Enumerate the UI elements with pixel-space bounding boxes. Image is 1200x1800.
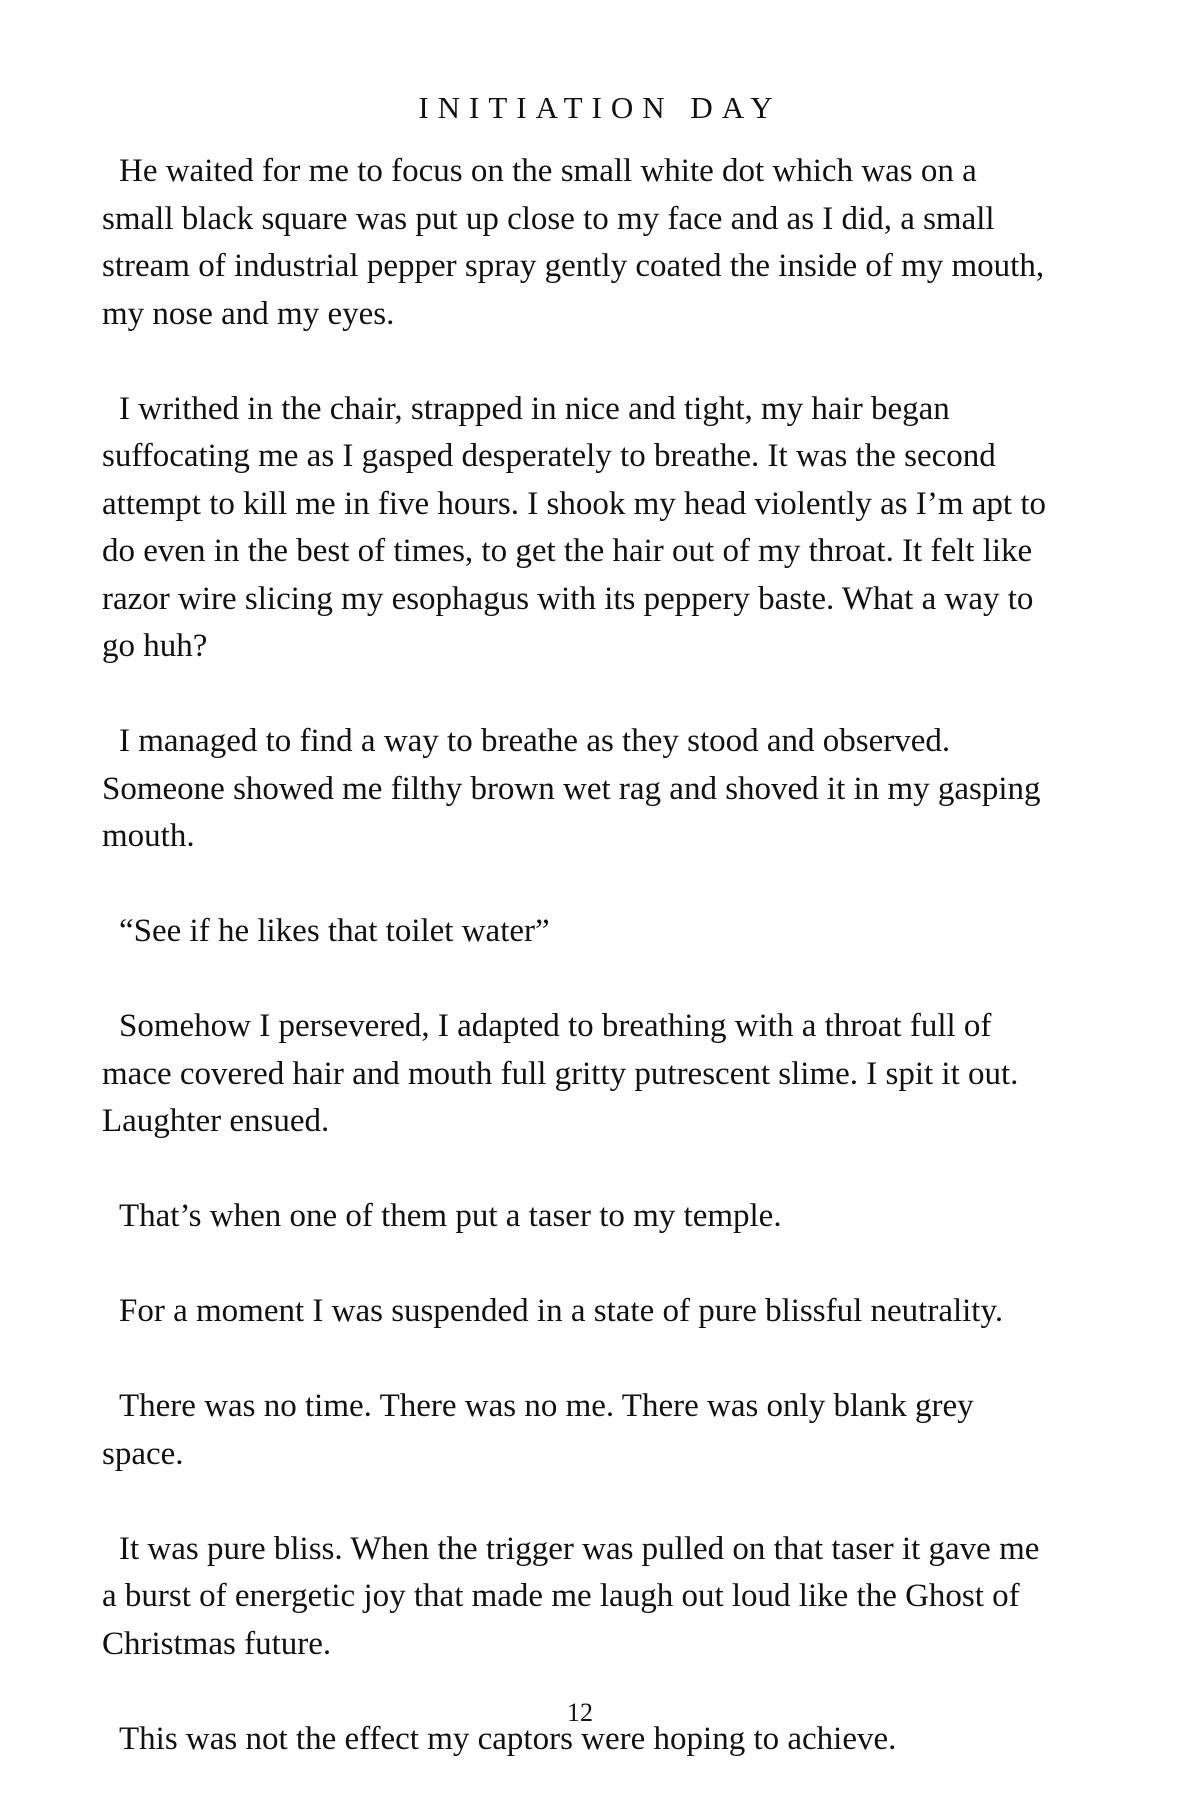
body-text [102, 148, 1052, 1763]
paragraph: There was no time. There was no me. There was only blank grey space. [102, 1388, 974, 1472]
paragraph: It was pure bliss. When the trigger was pulled on that taser it gave me a burst of energetic joy that made me laugh out loud like the Ghost of Christmas future. [102, 1530, 1040, 1662]
paragraph: I managed to find a way to breathe as they stood and observed. Someone showed me filthy brown wet rag and shoved it in my gasping mouth. [102, 723, 1041, 854]
paragraph: This was not the effect my captors were hoping to achieve. [119, 1720, 897, 1757]
page-title: INITIATION DAY [418, 90, 782, 125]
paragraph: I writhed in the chair, strapped in nice and tight, my hair began suffocating me as I gasped desperately to breathe. It was the second attempt to kill me in five hours. I shook my head violently as I’m apt to do even in the best of times, to get the hair out of my throat. It felt like razor wire slicing my esophagus with its peppery baste. What a way to go huh? [102, 390, 1046, 664]
page-number: 12 [567, 1698, 593, 1727]
paragraph: For a moment I was suspended in a state of pure blissful neutrality. [119, 1293, 1004, 1329]
paragraph: Somehow I persevered, I adapted to breathing with a throat full of mace covered hair and mouth full gritty putrescent slime. I spit it out. Laughter ensued. [102, 1008, 1019, 1139]
paragraph: He waited for me to focus on the small white dot which was on a small black square was put up close to my face and as I did, a small stream of industrial pepper spray gently coated the inside of my mouth, my nose and my eyes. [102, 153, 1045, 332]
paragraph: “See if he likes that toilet water” [119, 913, 550, 949]
paragraph: That’s when one of them put a taser to my temple. [119, 1198, 782, 1234]
